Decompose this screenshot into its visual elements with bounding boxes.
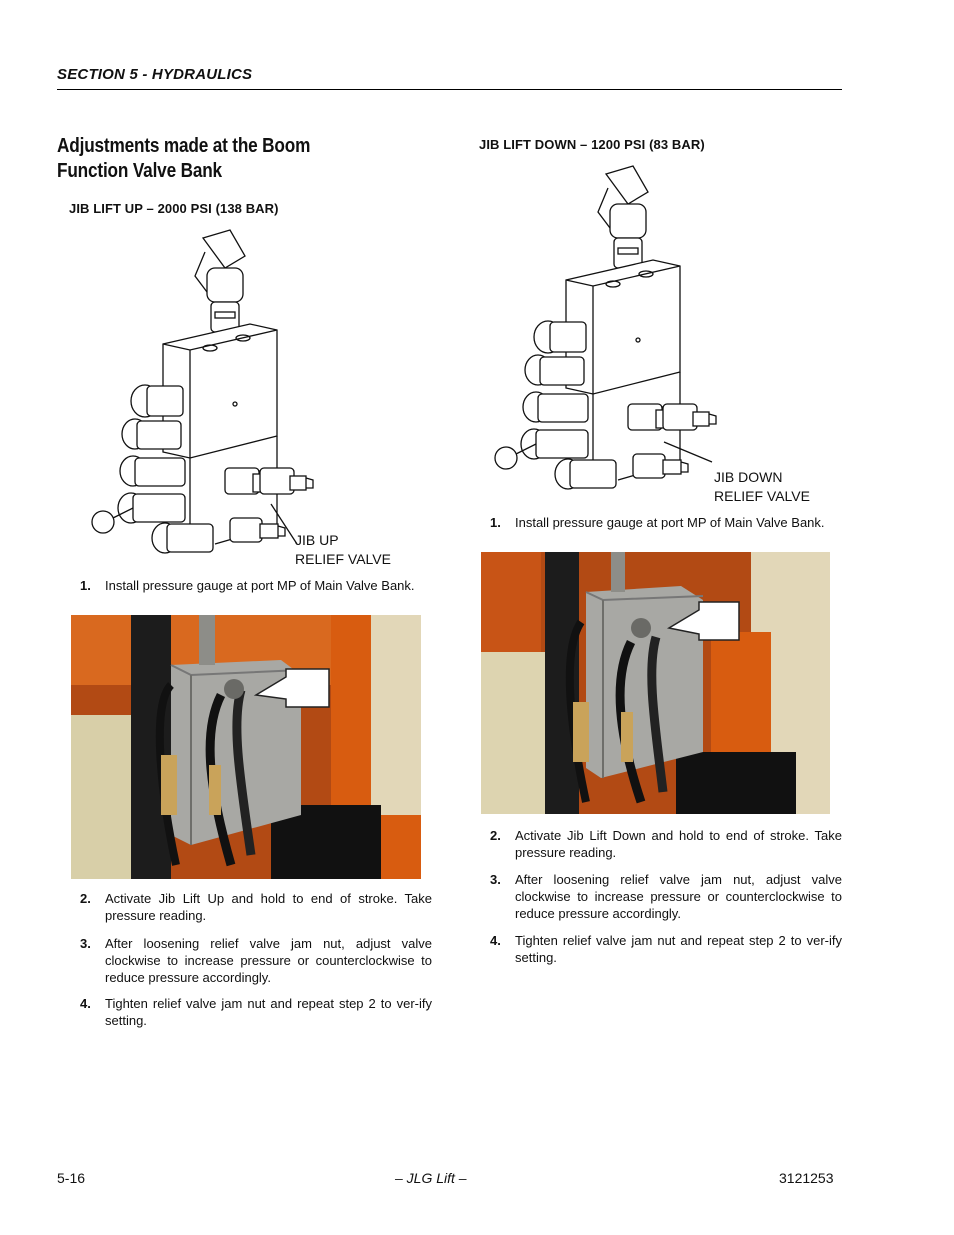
jib-down-callout <box>714 468 810 506</box>
step-number: 1. <box>490 515 501 530</box>
header-rule <box>57 89 842 90</box>
step-number: 4. <box>80 996 91 1011</box>
step-number: 3. <box>80 936 91 951</box>
step-number: 4. <box>490 933 501 948</box>
doc-number: 3121253 <box>779 1170 834 1186</box>
step-text: Tighten relief valve jam nut and repeat step 2 to ver-ify setting. <box>515 933 842 965</box>
step-text: Tighten relief valve jam nut and repeat step 2 to ver-ify setting. <box>105 996 432 1028</box>
step-text: Install pressure gauge at port MP of Main Valve Bank. <box>515 515 825 530</box>
step-text: Activate Jib Lift Up and hold to end of stroke. Take pressure reading. <box>105 891 432 923</box>
jib-up-photo <box>71 615 421 879</box>
page-number: 5-16 <box>57 1170 86 1186</box>
jib-up-callout-line1: JIB UP <box>295 532 339 548</box>
section-title: SECTION 5 - HYDRAULICS <box>57 66 253 83</box>
jib-up-callout <box>295 531 391 569</box>
jib-down-callout-line2: RELIEF VALVE <box>714 488 810 504</box>
jib-down-photo <box>481 552 830 814</box>
jib-lift-down-subhead: JIB LIFT DOWN – 1200 PSI (83 BAR) <box>479 137 705 152</box>
step-number: 2. <box>490 828 501 843</box>
jib-lift-up-subhead: JIB LIFT UP – 2000 PSI (138 BAR) <box>69 201 279 216</box>
step-number: 3. <box>490 872 501 887</box>
step-text: Activate Jib Lift Down and hold to end of stroke. Take pressure reading. <box>515 828 842 860</box>
jib-up-valve-diagram <box>85 226 425 571</box>
step-text: After loosening relief valve jam nut, adjust valve clockwise to increase pressure or counterclockwise to reduce pressure accordingly. <box>105 936 432 985</box>
jib-down-valve-diagram <box>488 162 828 507</box>
page-heading: Adjustments made at the Boom Function Valve Bank <box>57 135 311 182</box>
jib-up-callout-line2: RELIEF VALVE <box>295 551 391 567</box>
step-number: 2. <box>80 891 91 906</box>
jib-down-callout-line1: JIB DOWN <box>714 469 783 485</box>
step-number: 1. <box>80 578 91 593</box>
footer-brand: – JLG Lift – <box>395 1170 467 1186</box>
step-text: Install pressure gauge at port MP of Main Valve Bank. <box>105 578 415 593</box>
step-text: After loosening relief valve jam nut, adjust valve clockwise to increase pressure or counterclockwise to reduce pressure accordingly. <box>515 872 842 921</box>
